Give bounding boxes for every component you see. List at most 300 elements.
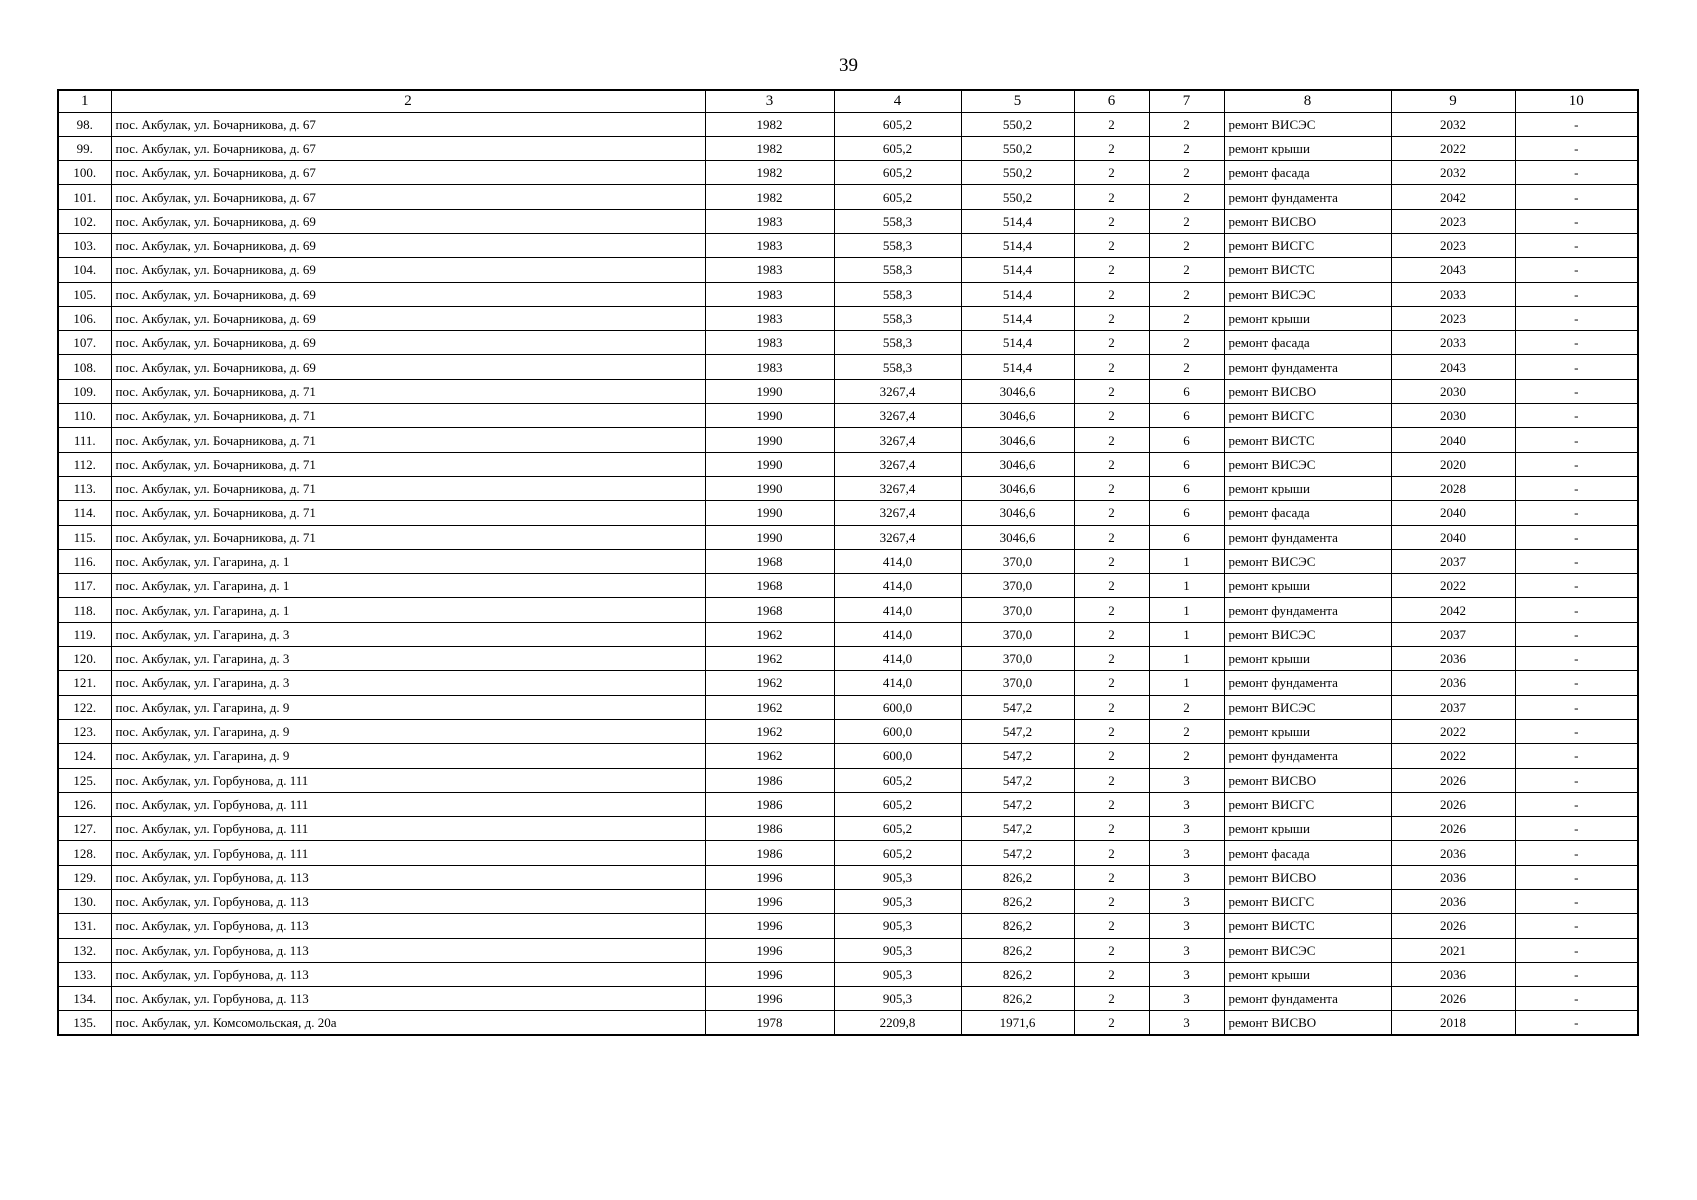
table-row (58, 622, 1638, 646)
table-cell-col-3: 1990 (705, 452, 834, 476)
table-cell-col-5: 547,2 (961, 768, 1074, 792)
table-cell-col-1: 134. (58, 987, 111, 1011)
table-cell-col-9: 2030 (1391, 379, 1515, 403)
table-cell-col-2: пос. Акбулак, ул. Горбунова, д. 113 (111, 865, 705, 889)
table-cell-col-1: 130. (58, 890, 111, 914)
table-cell-col-6: 2 (1074, 598, 1149, 622)
table-cell-col-1: 104. (58, 258, 111, 282)
table-row (58, 962, 1638, 986)
table-cell-col-5: 547,2 (961, 792, 1074, 816)
table-row (58, 744, 1638, 768)
table-cell-col-2: пос. Акбулак, ул. Бочарникова, д. 69 (111, 209, 705, 233)
table-cell-col-9: 2043 (1391, 258, 1515, 282)
table-cell-col-3: 1962 (705, 695, 834, 719)
table-cell-col-3: 1978 (705, 1011, 834, 1035)
column-header-3: 3 (705, 90, 834, 112)
table-cell-col-10: - (1515, 452, 1638, 476)
table-cell-col-4: 3267,4 (834, 476, 961, 500)
table-cell-col-9: 2042 (1391, 185, 1515, 209)
table-cell-col-3: 1983 (705, 355, 834, 379)
table-cell-col-5: 547,2 (961, 817, 1074, 841)
table-cell-col-2: пос. Акбулак, ул. Бочарникова, д. 71 (111, 501, 705, 525)
table-cell-col-1: 118. (58, 598, 111, 622)
table-body (58, 112, 1638, 1035)
table-cell-col-10: - (1515, 331, 1638, 355)
table-cell-col-5: 547,2 (961, 744, 1074, 768)
table-cell-col-1: 127. (58, 817, 111, 841)
table-cell-col-5: 514,4 (961, 233, 1074, 257)
table-cell-col-6: 2 (1074, 890, 1149, 914)
table-cell-col-9: 2032 (1391, 161, 1515, 185)
table-cell-col-4: 605,2 (834, 817, 961, 841)
table-cell-col-1: 135. (58, 1011, 111, 1035)
table-cell-col-8: ремонт фасада (1224, 501, 1391, 525)
table-cell-col-10: - (1515, 622, 1638, 646)
table-cell-col-5: 3046,6 (961, 525, 1074, 549)
table-cell-col-9: 2021 (1391, 938, 1515, 962)
table-cell-col-8: ремонт фундамента (1224, 598, 1391, 622)
table-cell-col-4: 905,3 (834, 914, 961, 938)
table-cell-col-6: 2 (1074, 865, 1149, 889)
table-cell-col-9: 2026 (1391, 914, 1515, 938)
table-cell-col-2: пос. Акбулак, ул. Бочарникова, д. 71 (111, 452, 705, 476)
table-cell-col-5: 3046,6 (961, 501, 1074, 525)
table-cell-col-8: ремонт крыши (1224, 719, 1391, 743)
table-row (58, 355, 1638, 379)
table-cell-col-9: 2037 (1391, 695, 1515, 719)
table-cell-col-1: 107. (58, 331, 111, 355)
table-cell-col-7: 2 (1149, 719, 1224, 743)
table-cell-col-3: 1990 (705, 379, 834, 403)
table-cell-col-10: - (1515, 355, 1638, 379)
table-cell-col-2: пос. Акбулак, ул. Горбунова, д. 113 (111, 938, 705, 962)
table-cell-col-1: 102. (58, 209, 111, 233)
column-header-4: 4 (834, 90, 961, 112)
table-cell-col-2: пос. Акбулак, ул. Гагарина, д. 1 (111, 598, 705, 622)
table-cell-col-6: 2 (1074, 768, 1149, 792)
table-cell-col-7: 2 (1149, 355, 1224, 379)
table-cell-col-3: 1983 (705, 282, 834, 306)
table-cell-col-2: пос. Акбулак, ул. Бочарникова, д. 69 (111, 306, 705, 330)
table-cell-col-8: ремонт ВИСГС (1224, 404, 1391, 428)
table-cell-col-10: - (1515, 574, 1638, 598)
table-cell-col-3: 1986 (705, 817, 834, 841)
table-cell-col-7: 6 (1149, 428, 1224, 452)
table-cell-col-8: ремонт ВИСВО (1224, 768, 1391, 792)
table-cell-col-8: ремонт ВИСГС (1224, 233, 1391, 257)
table-cell-col-10: - (1515, 306, 1638, 330)
table-cell-col-5: 826,2 (961, 987, 1074, 1011)
table-cell-col-6: 2 (1074, 525, 1149, 549)
table-cell-col-10: - (1515, 209, 1638, 233)
table-cell-col-10: - (1515, 525, 1638, 549)
table-cell-col-7: 3 (1149, 962, 1224, 986)
table-cell-col-6: 2 (1074, 962, 1149, 986)
table-cell-col-4: 558,3 (834, 282, 961, 306)
table-cell-col-5: 514,4 (961, 282, 1074, 306)
table-cell-col-10: - (1515, 185, 1638, 209)
table-cell-col-6: 2 (1074, 258, 1149, 282)
table-row (58, 598, 1638, 622)
column-header-1: 1 (58, 90, 111, 112)
table-cell-col-5: 547,2 (961, 695, 1074, 719)
table-cell-col-3: 1968 (705, 598, 834, 622)
table-cell-col-6: 2 (1074, 379, 1149, 403)
table-cell-col-5: 550,2 (961, 161, 1074, 185)
table-cell-col-2: пос. Акбулак, ул. Бочарникова, д. 71 (111, 404, 705, 428)
table-cell-col-4: 605,2 (834, 161, 961, 185)
table-cell-col-9: 2022 (1391, 719, 1515, 743)
table-cell-col-8: ремонт крыши (1224, 647, 1391, 671)
table-cell-col-6: 2 (1074, 136, 1149, 160)
table-cell-col-10: - (1515, 744, 1638, 768)
table-cell-col-2: пос. Акбулак, ул. Горбунова, д. 111 (111, 841, 705, 865)
table-cell-col-3: 1982 (705, 161, 834, 185)
table-cell-col-10: - (1515, 914, 1638, 938)
table-cell-col-2: пос. Акбулак, ул. Гагарина, д. 9 (111, 719, 705, 743)
table-cell-col-10: - (1515, 890, 1638, 914)
table-cell-col-4: 414,0 (834, 622, 961, 646)
table-cell-col-4: 558,3 (834, 355, 961, 379)
table-cell-col-3: 1990 (705, 404, 834, 428)
table-cell-col-7: 2 (1149, 282, 1224, 306)
table-cell-col-1: 112. (58, 452, 111, 476)
table-cell-col-6: 2 (1074, 622, 1149, 646)
table-cell-col-4: 414,0 (834, 598, 961, 622)
table-cell-col-8: ремонт фундамента (1224, 744, 1391, 768)
table-cell-col-8: ремонт крыши (1224, 817, 1391, 841)
table-cell-col-1: 99. (58, 136, 111, 160)
table-cell-col-1: 122. (58, 695, 111, 719)
table-cell-col-7: 6 (1149, 501, 1224, 525)
table-cell-col-7: 6 (1149, 379, 1224, 403)
table-cell-col-3: 1996 (705, 962, 834, 986)
table-cell-col-8: ремонт крыши (1224, 136, 1391, 160)
table-cell-col-1: 131. (58, 914, 111, 938)
table-cell-col-2: пос. Акбулак, ул. Бочарникова, д. 71 (111, 379, 705, 403)
table-cell-col-2: пос. Акбулак, ул. Комсомольская, д. 20а (111, 1011, 705, 1035)
table-cell-col-1: 133. (58, 962, 111, 986)
table-cell-col-1: 116. (58, 549, 111, 573)
table-cell-col-9: 2036 (1391, 647, 1515, 671)
table-cell-col-7: 2 (1149, 695, 1224, 719)
table-cell-col-7: 3 (1149, 841, 1224, 865)
table-cell-col-3: 1962 (705, 719, 834, 743)
table-cell-col-1: 98. (58, 112, 111, 136)
table-cell-col-9: 2028 (1391, 476, 1515, 500)
table-cell-col-7: 3 (1149, 987, 1224, 1011)
table-row (58, 671, 1638, 695)
table-cell-col-3: 1990 (705, 525, 834, 549)
table-row (58, 112, 1638, 136)
table-cell-col-5: 826,2 (961, 890, 1074, 914)
column-header-7: 7 (1149, 90, 1224, 112)
table-cell-col-5: 514,4 (961, 331, 1074, 355)
table-cell-col-2: пос. Акбулак, ул. Бочарникова, д. 67 (111, 161, 705, 185)
table-cell-col-1: 110. (58, 404, 111, 428)
table-cell-col-1: 124. (58, 744, 111, 768)
table-cell-col-7: 1 (1149, 647, 1224, 671)
table-cell-col-1: 117. (58, 574, 111, 598)
table-cell-col-6: 2 (1074, 914, 1149, 938)
table-cell-col-10: - (1515, 598, 1638, 622)
table-cell-col-4: 905,3 (834, 962, 961, 986)
table-cell-col-2: пос. Акбулак, ул. Бочарникова, д. 71 (111, 525, 705, 549)
table-cell-col-4: 414,0 (834, 574, 961, 598)
table-cell-col-9: 2022 (1391, 574, 1515, 598)
column-header-10: 10 (1515, 90, 1638, 112)
column-header-2: 2 (111, 90, 705, 112)
table-row (58, 525, 1638, 549)
table-cell-col-9: 2026 (1391, 768, 1515, 792)
table-cell-col-2: пос. Акбулак, ул. Бочарникова, д. 67 (111, 136, 705, 160)
table-cell-col-4: 905,3 (834, 938, 961, 962)
table-cell-col-5: 826,2 (961, 914, 1074, 938)
table-row (58, 817, 1638, 841)
table-cell-col-6: 2 (1074, 306, 1149, 330)
table-row (58, 306, 1638, 330)
table-cell-col-6: 2 (1074, 671, 1149, 695)
table-cell-col-6: 2 (1074, 719, 1149, 743)
table-cell-col-6: 2 (1074, 695, 1149, 719)
table-cell-col-6: 2 (1074, 233, 1149, 257)
table-cell-col-7: 3 (1149, 792, 1224, 816)
table-cell-col-8: ремонт ВИСВО (1224, 379, 1391, 403)
table-cell-col-8: ремонт ВИСЭС (1224, 282, 1391, 306)
column-header-6: 6 (1074, 90, 1149, 112)
table-cell-col-7: 2 (1149, 112, 1224, 136)
table-cell-col-3: 1990 (705, 476, 834, 500)
table-cell-col-6: 2 (1074, 355, 1149, 379)
table-cell-col-7: 3 (1149, 817, 1224, 841)
table-cell-col-1: 109. (58, 379, 111, 403)
table-cell-col-2: пос. Акбулак, ул. Бочарникова, д. 69 (111, 282, 705, 306)
table-cell-col-7: 2 (1149, 161, 1224, 185)
table-row (58, 792, 1638, 816)
table-cell-col-2: пос. Акбулак, ул. Бочарникова, д. 67 (111, 185, 705, 209)
table-cell-col-5: 3046,6 (961, 452, 1074, 476)
table-row (58, 258, 1638, 282)
table-cell-col-6: 2 (1074, 452, 1149, 476)
table-cell-col-10: - (1515, 379, 1638, 403)
table-cell-col-3: 1962 (705, 671, 834, 695)
table-cell-col-7: 3 (1149, 768, 1224, 792)
table-cell-col-1: 120. (58, 647, 111, 671)
table-cell-col-5: 370,0 (961, 598, 1074, 622)
table-cell-col-1: 114. (58, 501, 111, 525)
table-cell-col-9: 2037 (1391, 622, 1515, 646)
table-cell-col-6: 2 (1074, 185, 1149, 209)
table-cell-col-8: ремонт ВИСТС (1224, 428, 1391, 452)
table-cell-col-2: пос. Акбулак, ул. Гагарина, д. 9 (111, 695, 705, 719)
table-cell-col-8: ремонт ВИСЭС (1224, 549, 1391, 573)
table-cell-col-7: 3 (1149, 865, 1224, 889)
table-row (58, 282, 1638, 306)
table-cell-col-4: 558,3 (834, 306, 961, 330)
table-cell-col-10: - (1515, 233, 1638, 257)
table-cell-col-6: 2 (1074, 476, 1149, 500)
table-cell-col-7: 6 (1149, 452, 1224, 476)
table-cell-col-9: 2023 (1391, 209, 1515, 233)
table-cell-col-7: 2 (1149, 331, 1224, 355)
table-cell-col-10: - (1515, 792, 1638, 816)
table-cell-col-6: 2 (1074, 428, 1149, 452)
table-cell-col-9: 2022 (1391, 744, 1515, 768)
table-cell-col-8: ремонт крыши (1224, 476, 1391, 500)
table-cell-col-7: 2 (1149, 744, 1224, 768)
table-cell-col-1: 100. (58, 161, 111, 185)
table-cell-col-3: 1990 (705, 428, 834, 452)
table-cell-col-4: 905,3 (834, 987, 961, 1011)
table-cell-col-9: 2020 (1391, 452, 1515, 476)
table-cell-col-5: 547,2 (961, 719, 1074, 743)
table-cell-col-8: ремонт фундамента (1224, 355, 1391, 379)
table-cell-col-3: 1968 (705, 574, 834, 598)
table-cell-col-4: 414,0 (834, 549, 961, 573)
table-cell-col-1: 113. (58, 476, 111, 500)
table-cell-col-5: 370,0 (961, 671, 1074, 695)
table-cell-col-10: - (1515, 768, 1638, 792)
table-cell-col-1: 129. (58, 865, 111, 889)
table-cell-col-3: 1983 (705, 209, 834, 233)
table-cell-col-7: 3 (1149, 938, 1224, 962)
table-cell-col-9: 2036 (1391, 865, 1515, 889)
column-header-8: 8 (1224, 90, 1391, 112)
table-cell-col-3: 1982 (705, 185, 834, 209)
table-cell-col-10: - (1515, 938, 1638, 962)
table-row (58, 379, 1638, 403)
table-cell-col-2: пос. Акбулак, ул. Горбунова, д. 111 (111, 768, 705, 792)
table-cell-col-3: 1996 (705, 987, 834, 1011)
table-cell-col-6: 2 (1074, 404, 1149, 428)
table-cell-col-6: 2 (1074, 331, 1149, 355)
table-cell-col-1: 103. (58, 233, 111, 257)
table-cell-col-8: ремонт ВИСТС (1224, 258, 1391, 282)
table-cell-col-9: 2026 (1391, 987, 1515, 1011)
table-cell-col-2: пос. Акбулак, ул. Гагарина, д. 1 (111, 574, 705, 598)
table-cell-col-8: ремонт ВИСЭС (1224, 622, 1391, 646)
table-cell-col-5: 826,2 (961, 865, 1074, 889)
table-cell-col-10: - (1515, 647, 1638, 671)
table-cell-col-6: 2 (1074, 549, 1149, 573)
table-cell-col-10: - (1515, 962, 1638, 986)
table-cell-col-5: 514,4 (961, 306, 1074, 330)
table-cell-col-10: - (1515, 549, 1638, 573)
table-cell-col-8: ремонт крыши (1224, 306, 1391, 330)
table-cell-col-8: ремонт крыши (1224, 962, 1391, 986)
table-cell-col-6: 2 (1074, 574, 1149, 598)
table-cell-col-1: 111. (58, 428, 111, 452)
table-cell-col-1: 132. (58, 938, 111, 962)
table-cell-col-4: 3267,4 (834, 404, 961, 428)
table-cell-col-2: пос. Акбулак, ул. Бочарникова, д. 69 (111, 355, 705, 379)
table-cell-col-4: 3267,4 (834, 525, 961, 549)
table-cell-col-5: 370,0 (961, 574, 1074, 598)
table-cell-col-7: 2 (1149, 258, 1224, 282)
table-cell-col-5: 550,2 (961, 136, 1074, 160)
table-cell-col-2: пос. Акбулак, ул. Горбунова, д. 113 (111, 987, 705, 1011)
table-cell-col-5: 514,4 (961, 355, 1074, 379)
table-cell-col-8: ремонт ВИСТС (1224, 914, 1391, 938)
table-row (58, 647, 1638, 671)
table-cell-col-7: 2 (1149, 136, 1224, 160)
table-cell-col-10: - (1515, 476, 1638, 500)
table-cell-col-5: 370,0 (961, 622, 1074, 646)
table-cell-col-1: 115. (58, 525, 111, 549)
table-cell-col-9: 2033 (1391, 331, 1515, 355)
table-row (58, 428, 1638, 452)
table-cell-col-6: 2 (1074, 1011, 1149, 1035)
table-cell-col-7: 2 (1149, 185, 1224, 209)
table-cell-col-10: - (1515, 136, 1638, 160)
table-cell-col-4: 600,0 (834, 695, 961, 719)
table-cell-col-9: 2042 (1391, 598, 1515, 622)
table-row (58, 209, 1638, 233)
table-cell-col-8: ремонт ВИСЭС (1224, 938, 1391, 962)
table-cell-col-10: - (1515, 161, 1638, 185)
table-cell-col-7: 1 (1149, 549, 1224, 573)
table-cell-col-6: 2 (1074, 987, 1149, 1011)
table-cell-col-7: 3 (1149, 914, 1224, 938)
table-cell-col-5: 370,0 (961, 549, 1074, 573)
table-row (58, 987, 1638, 1011)
table-cell-col-7: 6 (1149, 404, 1224, 428)
table-cell-col-5: 550,2 (961, 112, 1074, 136)
table-cell-col-3: 1996 (705, 865, 834, 889)
table-cell-col-8: ремонт ВИСГС (1224, 792, 1391, 816)
table-row (58, 914, 1638, 938)
table-cell-col-3: 1996 (705, 914, 834, 938)
registry-table (57, 89, 1639, 1036)
table-cell-col-3: 1968 (705, 549, 834, 573)
table-cell-col-3: 1990 (705, 501, 834, 525)
table-cell-col-9: 2026 (1391, 792, 1515, 816)
table-cell-col-4: 905,3 (834, 890, 961, 914)
table-cell-col-1: 128. (58, 841, 111, 865)
table-cell-col-2: пос. Акбулак, ул. Гагарина, д. 3 (111, 647, 705, 671)
table-cell-col-2: пос. Акбулак, ул. Гагарина, д. 3 (111, 671, 705, 695)
table-cell-col-10: - (1515, 428, 1638, 452)
table-cell-col-2: пос. Акбулак, ул. Горбунова, д. 111 (111, 817, 705, 841)
table-cell-col-3: 1986 (705, 792, 834, 816)
table-cell-col-9: 2036 (1391, 890, 1515, 914)
table-cell-col-3: 1962 (705, 622, 834, 646)
table-cell-col-4: 3267,4 (834, 379, 961, 403)
table-cell-col-5: 3046,6 (961, 428, 1074, 452)
table-cell-col-8: ремонт фундамента (1224, 185, 1391, 209)
table-cell-col-10: - (1515, 817, 1638, 841)
table-cell-col-8: ремонт ВИСГС (1224, 890, 1391, 914)
table-cell-col-2: пос. Акбулак, ул. Гагарина, д. 9 (111, 744, 705, 768)
column-header-5: 5 (961, 90, 1074, 112)
table-cell-col-9: 2030 (1391, 404, 1515, 428)
table-cell-col-3: 1982 (705, 112, 834, 136)
table-cell-col-9: 2023 (1391, 233, 1515, 257)
table-cell-col-3: 1983 (705, 258, 834, 282)
table-row (58, 331, 1638, 355)
table-cell-col-3: 1986 (705, 841, 834, 865)
table-cell-col-9: 2040 (1391, 525, 1515, 549)
table-cell-col-7: 3 (1149, 1011, 1224, 1035)
table-row (58, 841, 1638, 865)
table-cell-col-3: 1962 (705, 744, 834, 768)
table-cell-col-1: 105. (58, 282, 111, 306)
table-cell-col-10: - (1515, 501, 1638, 525)
table-row (58, 476, 1638, 500)
table-cell-col-8: ремонт ВИСЭС (1224, 452, 1391, 476)
table-cell-col-1: 119. (58, 622, 111, 646)
table-cell-col-1: 123. (58, 719, 111, 743)
